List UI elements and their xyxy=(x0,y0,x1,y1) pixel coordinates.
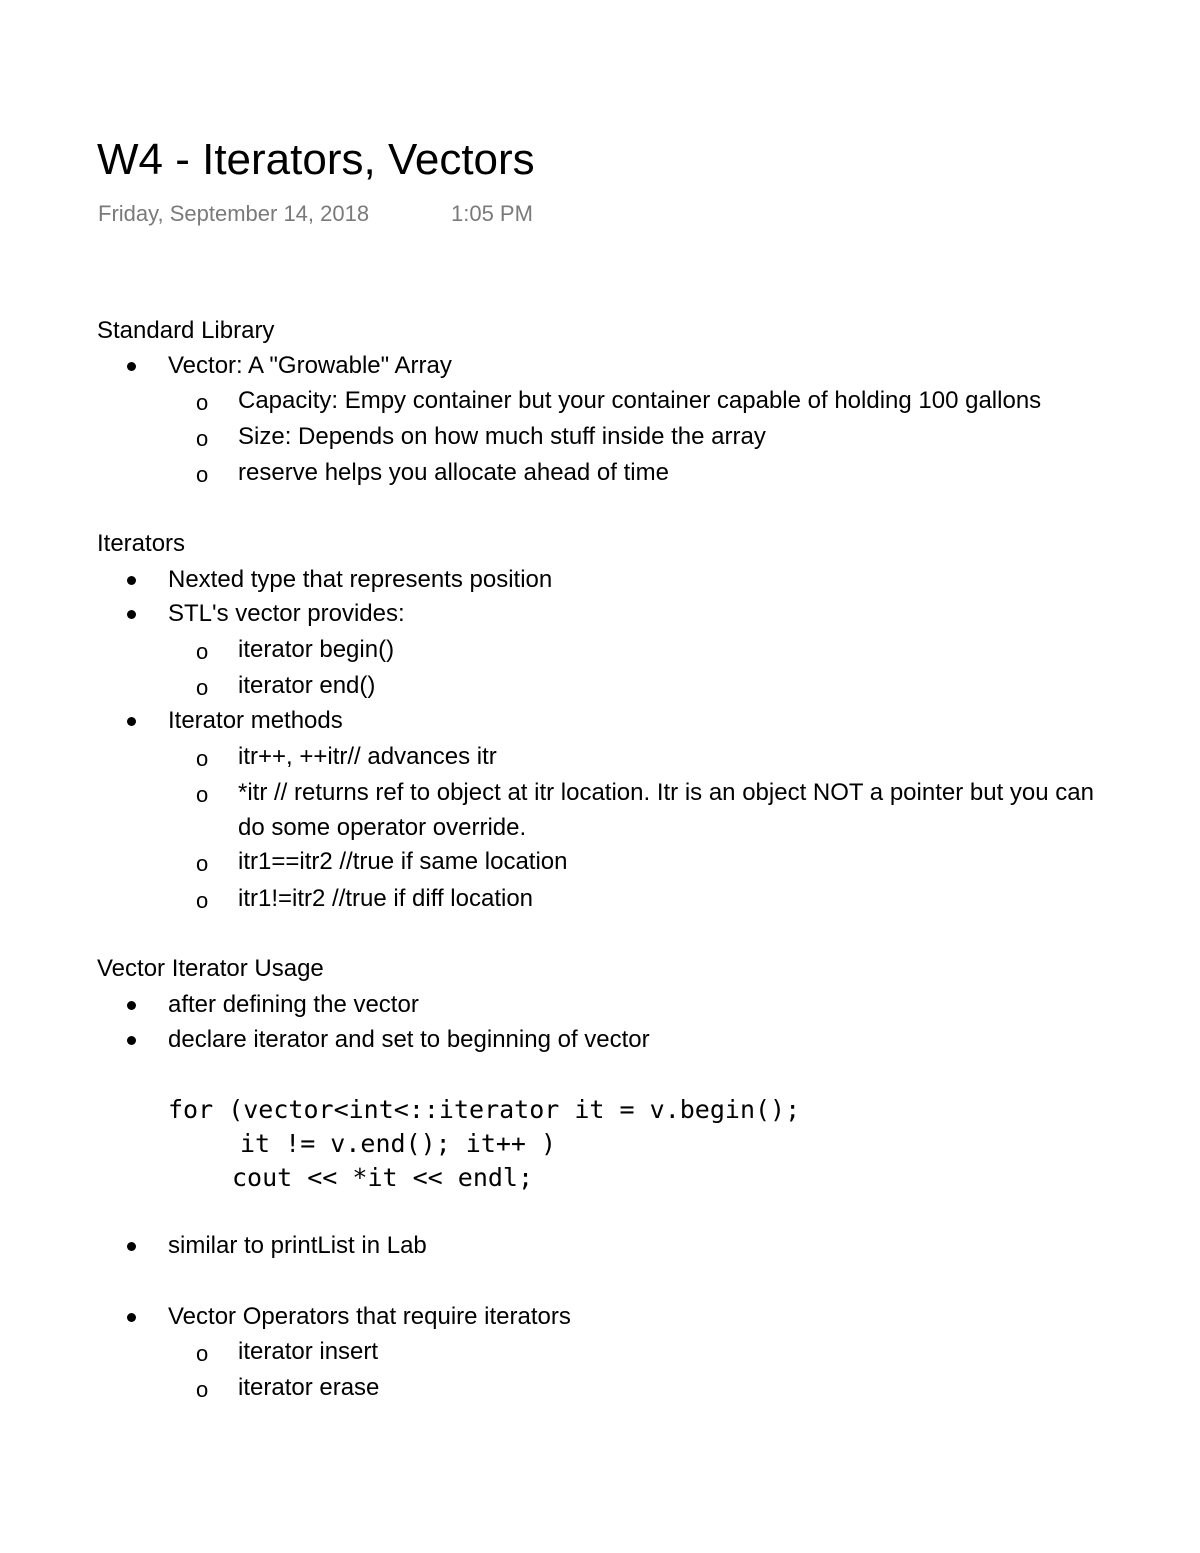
list-item: after defining the vector xyxy=(168,991,419,1018)
bullet-icon xyxy=(127,1036,136,1045)
list-item: similar to printList in Lab xyxy=(168,1232,427,1259)
list-item: declare iterator and set to beginning of vector xyxy=(168,1026,650,1053)
bullet-icon xyxy=(127,1001,136,1010)
bullet-icon xyxy=(127,610,136,619)
code-line: it != v.end(); it++ ) xyxy=(240,1129,557,1158)
code-line: cout << *it << endl; xyxy=(232,1163,534,1192)
list-item: Capacity: Empy container but your container capable of holding 100 gallons xyxy=(238,387,1042,414)
sub-bullet-icon: o xyxy=(196,462,209,487)
note-time: 1:05 PM xyxy=(451,201,533,226)
bullet-icon xyxy=(127,717,136,726)
list-item: itr1!=itr2 //true if diff location xyxy=(238,885,534,912)
section-heading-vector-iterator-usage: Vector Iterator Usage xyxy=(97,955,324,982)
section-heading-iterators: Iterators xyxy=(97,530,186,557)
sub-bullet-icon: o xyxy=(196,782,209,807)
list-item: iterator erase xyxy=(238,1374,380,1401)
bullet-icon xyxy=(127,1313,136,1322)
list-item: iterator insert xyxy=(238,1338,379,1365)
list-item: itr1==itr2 //true if same location xyxy=(238,848,568,875)
sub-bullet-icon: o xyxy=(196,639,209,664)
list-item: itr++, ++itr// advances itr xyxy=(238,743,497,770)
sub-bullet-icon: o xyxy=(196,746,209,771)
note-date: Friday, September 14, 2018 xyxy=(98,201,370,226)
page-title: W4 - Iterators, Vectors xyxy=(97,135,535,184)
sub-bullet-icon: o xyxy=(196,1341,209,1366)
list-item: iterator begin() xyxy=(238,636,395,663)
bullet-icon xyxy=(127,362,136,371)
sub-bullet-icon: o xyxy=(196,390,209,415)
bullet-icon xyxy=(127,576,136,585)
list-item: Size: Depends on how much stuff inside the array xyxy=(238,423,766,450)
bullet-icon xyxy=(127,1242,136,1251)
list-item: Iterator methods xyxy=(168,707,343,734)
list-item: iterator end() xyxy=(238,672,376,699)
list-item: Vector Operators that require iterators xyxy=(168,1303,571,1330)
sub-bullet-icon: o xyxy=(196,851,209,876)
sub-bullet-icon: o xyxy=(196,675,209,700)
list-item-continuation: do some operator override. xyxy=(238,814,527,841)
sub-bullet-icon: o xyxy=(196,426,209,451)
sub-bullet-icon: o xyxy=(196,888,209,913)
list-item: Vector: A "Growable" Array xyxy=(168,352,452,379)
code-line: for (vector<int<::iterator it = v.begin(); xyxy=(168,1095,801,1124)
list-item: STL's vector provides: xyxy=(168,600,405,627)
list-item: reserve helps you allocate ahead of time xyxy=(238,459,669,486)
list-item: *itr // returns ref to object at itr location. Itr is an object NOT a pointer but you can xyxy=(238,779,1094,806)
section-heading-standard-library: Standard Library xyxy=(97,317,275,344)
sub-bullet-icon: o xyxy=(196,1377,209,1402)
list-item: Nexted type that represents position xyxy=(168,566,553,593)
